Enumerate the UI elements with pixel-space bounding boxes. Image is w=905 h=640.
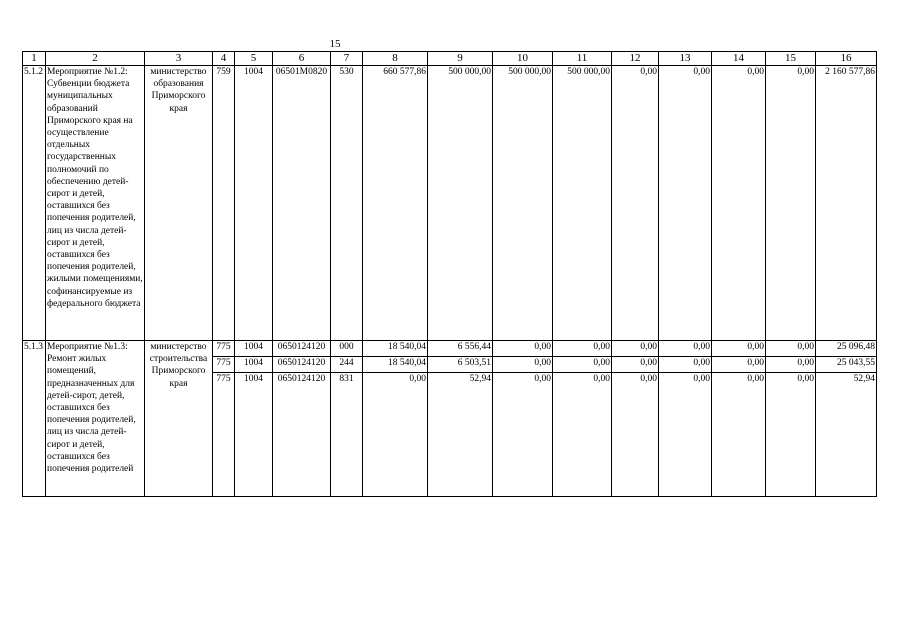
column-header: 9 [428,52,493,66]
column-header: 13 [659,52,712,66]
executor: министерство строительства Приморского края [145,341,213,497]
column-header: 14 [712,52,766,66]
amount-cell: 18 540,04 [363,341,428,357]
column-header: 2 [46,52,145,66]
amount-cell: 0,00 [493,357,553,373]
budget-table [22,51,877,497]
amount-cell: 0,00 [612,66,659,341]
rzpr-code: 1004 [235,341,273,357]
column-header: 6 [273,52,331,66]
column-header: 4 [213,52,235,66]
total-cell: 2 160 577,86 [816,66,877,341]
amount-cell: 0,00 [712,341,766,357]
amount-cell: 0,00 [712,357,766,373]
column-header: 5 [235,52,273,66]
amount-cell: 0,00 [766,66,816,341]
column-number-row [23,52,877,66]
rzpr-code: 1004 [235,357,273,373]
grbs-code: 775 [213,373,235,497]
column-header: 15 [766,52,816,66]
column-header: 12 [612,52,659,66]
measure-name: Мероприятие №1.2: Субвенции бюджета муниципальных образований Приморского края на осуществление отдельных государственных полномочий по обеспечению детей-сирот и детей, оставшихся без попечения родителей, лиц из числа детей-сирот и детей, оставшихся без попечения родителей, жилыми помещениями, софинансируемые из федерального бюджета [46,66,145,341]
column-header: 7 [331,52,363,66]
amount-cell: 0,00 [659,341,712,357]
column-header: 11 [553,52,612,66]
vr-code: 000 [331,341,363,357]
amount-cell: 6 503,51 [428,357,493,373]
csr-code: 06501M0820 [273,66,331,341]
table-row [23,66,877,341]
amount-cell: 500 000,00 [428,66,493,341]
amount-cell: 6 556,44 [428,341,493,357]
row-number: 5.1.2 [23,66,46,341]
amount-cell: 0,00 [493,341,553,357]
amount-cell: 0,00 [612,357,659,373]
column-header: 10 [493,52,553,66]
vr-code: 244 [331,357,363,373]
amount-cell: 0,00 [659,357,712,373]
amount-cell: 52,94 [428,373,493,497]
amount-cell: 500 000,00 [493,66,553,341]
amount-cell: 0,00 [612,373,659,497]
amount-cell: 0,00 [712,373,766,497]
grbs-code: 759 [213,66,235,341]
total-cell: 52,94 [816,373,877,497]
measure-name: Мероприятие №1.3: Ремонт жилых помещений, предназначенных для детей-сирот, детей, оставшихся без попечения родителей, лиц из числа детей-сирот и детей, оставшихся без попечения родителей [46,341,145,497]
amount-cell: 0,00 [612,341,659,357]
column-header: 16 [816,52,877,66]
vr-code: 831 [331,373,363,497]
amount-cell: 0,00 [553,373,612,497]
amount-cell: 0,00 [493,373,553,497]
column-header: 1 [23,52,46,66]
rzpr-code: 1004 [235,66,273,341]
table-row [23,341,877,357]
column-header: 3 [145,52,213,66]
amount-cell: 0,00 [766,357,816,373]
total-cell: 25 096,48 [816,341,877,357]
row-number: 5.1.3 [23,341,46,497]
rzpr-code: 1004 [235,373,273,497]
amount-cell: 0,00 [766,341,816,357]
amount-cell: 0,00 [553,357,612,373]
executor: министерство образования Приморского края [145,66,213,341]
amount-cell: 660 577,86 [363,66,428,341]
amount-cell: 0,00 [712,66,766,341]
total-cell: 25 043,55 [816,357,877,373]
amount-cell: 0,00 [363,373,428,497]
amount-cell: 18 540,04 [363,357,428,373]
amount-cell: 0,00 [659,66,712,341]
amount-cell: 0,00 [659,373,712,497]
csr-code: 0650124120 [273,357,331,373]
amount-cell: 0,00 [553,341,612,357]
vr-code: 530 [331,66,363,341]
grbs-code: 775 [213,341,235,357]
page-number: 15 [329,38,341,50]
grbs-code: 775 [213,357,235,373]
column-header: 8 [363,52,428,66]
csr-code: 0650124120 [273,341,331,357]
amount-cell: 0,00 [766,373,816,497]
csr-code: 0650124120 [273,373,331,497]
amount-cell: 500 000,00 [553,66,612,341]
